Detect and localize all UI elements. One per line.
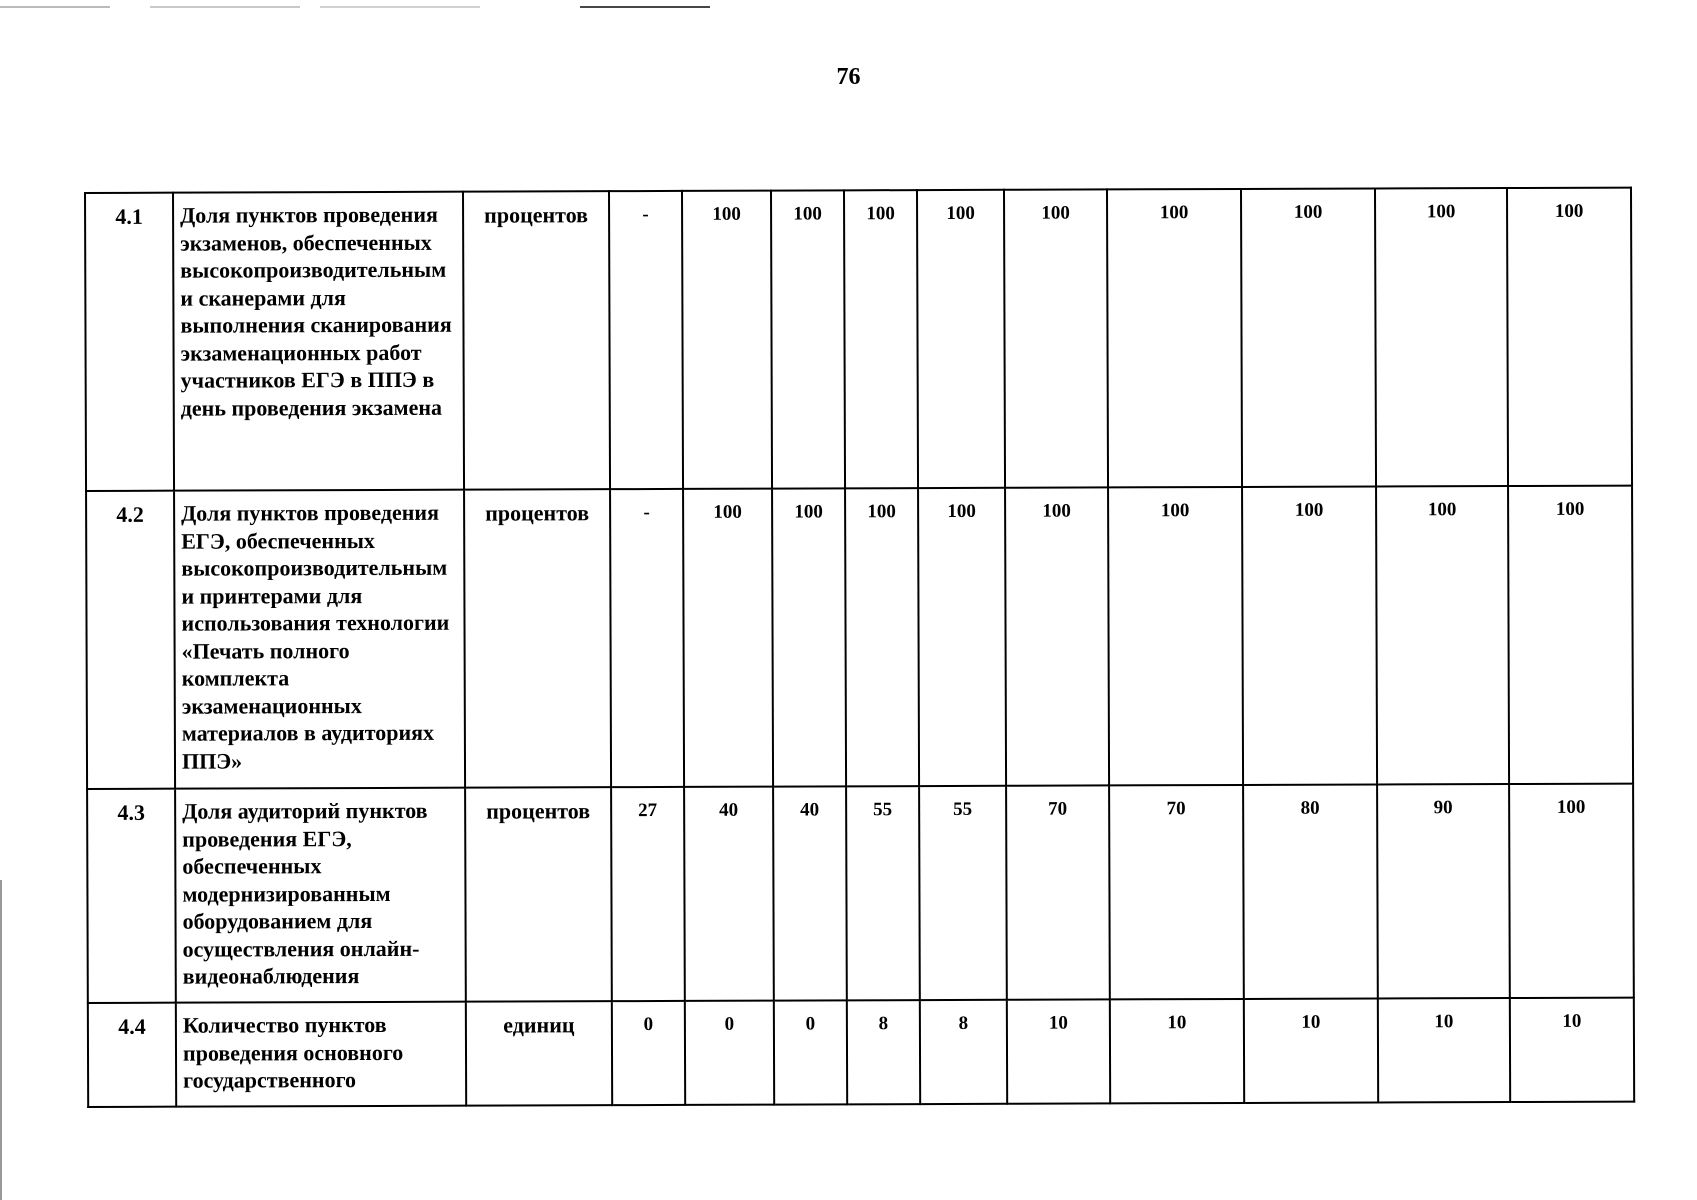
unit-cell: процентов (464, 489, 611, 788)
scan-edge-artifact (320, 6, 480, 8)
value-cell: 100 (1241, 188, 1376, 486)
value-cell: 100 (844, 190, 918, 488)
table-row (85, 188, 1632, 491)
table-row (88, 998, 1634, 1107)
value-cell: 100 (1107, 189, 1242, 487)
value-cell: 100 (772, 488, 846, 786)
row-number: 4.4 (88, 1003, 176, 1107)
row-number: 4.3 (87, 789, 176, 1003)
value-cell: 0 (774, 1000, 847, 1104)
page-number: 76 (836, 64, 861, 90)
value-cell: 70 (1006, 785, 1110, 999)
value-cell: 0 (612, 1001, 685, 1105)
value-cell: - (610, 489, 684, 787)
value-cell: 100 (771, 190, 845, 488)
row-number: 4.2 (86, 491, 175, 789)
value-cell: 8 (920, 1000, 1007, 1104)
indicator-description: Количество пунктов проведения основного государственного (176, 1002, 466, 1107)
value-cell: 10 (1110, 999, 1244, 1103)
value-cell: 100 (1509, 784, 1634, 998)
indicator-description: Доля пунктов проведения ЕГЭ, обеспеченных высокопроизводительным и принтерами для использования технологии «Печать полного комплекта экзаменационных материалов в аудиториях ППЭ» (174, 490, 465, 789)
unit-cell: процентов (463, 191, 610, 490)
scan-edge-artifact (150, 6, 300, 8)
value-cell: 100 (683, 489, 773, 787)
table-row (86, 486, 1633, 789)
value-cell: 10 (1378, 998, 1510, 1102)
value-cell: 55 (846, 786, 920, 1000)
scan-edge-artifact (580, 6, 710, 8)
value-cell: 10 (1007, 999, 1110, 1103)
value-cell: 100 (917, 190, 1005, 488)
value-cell: 0 (685, 1001, 774, 1105)
row-number: 4.1 (85, 193, 174, 491)
value-cell: 80 (1243, 784, 1378, 998)
value-cell: 70 (1109, 785, 1244, 999)
value-cell: 10 (1510, 998, 1634, 1102)
value-cell: 100 (682, 191, 772, 489)
value-cell: 100 (1242, 486, 1377, 784)
value-cell: 90 (1377, 784, 1510, 998)
value-cell: 10 (1244, 998, 1378, 1102)
value-cell: 40 (773, 786, 847, 1000)
indicator-description: Доля аудиторий пунктов проведения ЕГЭ, обеспеченных модернизированным оборудованием для осуществления онлайн-видеонаблюдения (175, 788, 466, 1003)
value-cell: 8 (847, 1000, 920, 1104)
value-cell: - (609, 191, 683, 489)
value-cell: 100 (1508, 486, 1633, 784)
indicators-table (84, 187, 1635, 1108)
value-cell: 100 (1376, 486, 1509, 784)
value-cell: 100 (1108, 487, 1243, 785)
table-row (87, 784, 1634, 1003)
value-cell: 100 (918, 488, 1006, 786)
value-cell: 100 (1004, 189, 1108, 487)
unit-cell: единиц (466, 1001, 612, 1106)
scan-edge-artifact (0, 880, 2, 1200)
scan-edge-artifact (0, 6, 110, 8)
value-cell: 100 (845, 488, 919, 786)
value-cell: 40 (684, 787, 774, 1001)
value-cell: 100 (1005, 487, 1109, 785)
value-cell: 55 (919, 786, 1007, 1000)
value-cell: 27 (611, 787, 685, 1001)
indicator-description: Доля пунктов проведения экзаменов, обеспеченных высокопроизводительным и сканерами для выполнения сканирования экзаменационных работ участников ЕГЭ в ППЭ в день проведения экзамена (173, 192, 464, 491)
value-cell: 100 (1507, 188, 1632, 486)
value-cell: 100 (1375, 188, 1508, 486)
unit-cell: процентов (465, 787, 612, 1002)
